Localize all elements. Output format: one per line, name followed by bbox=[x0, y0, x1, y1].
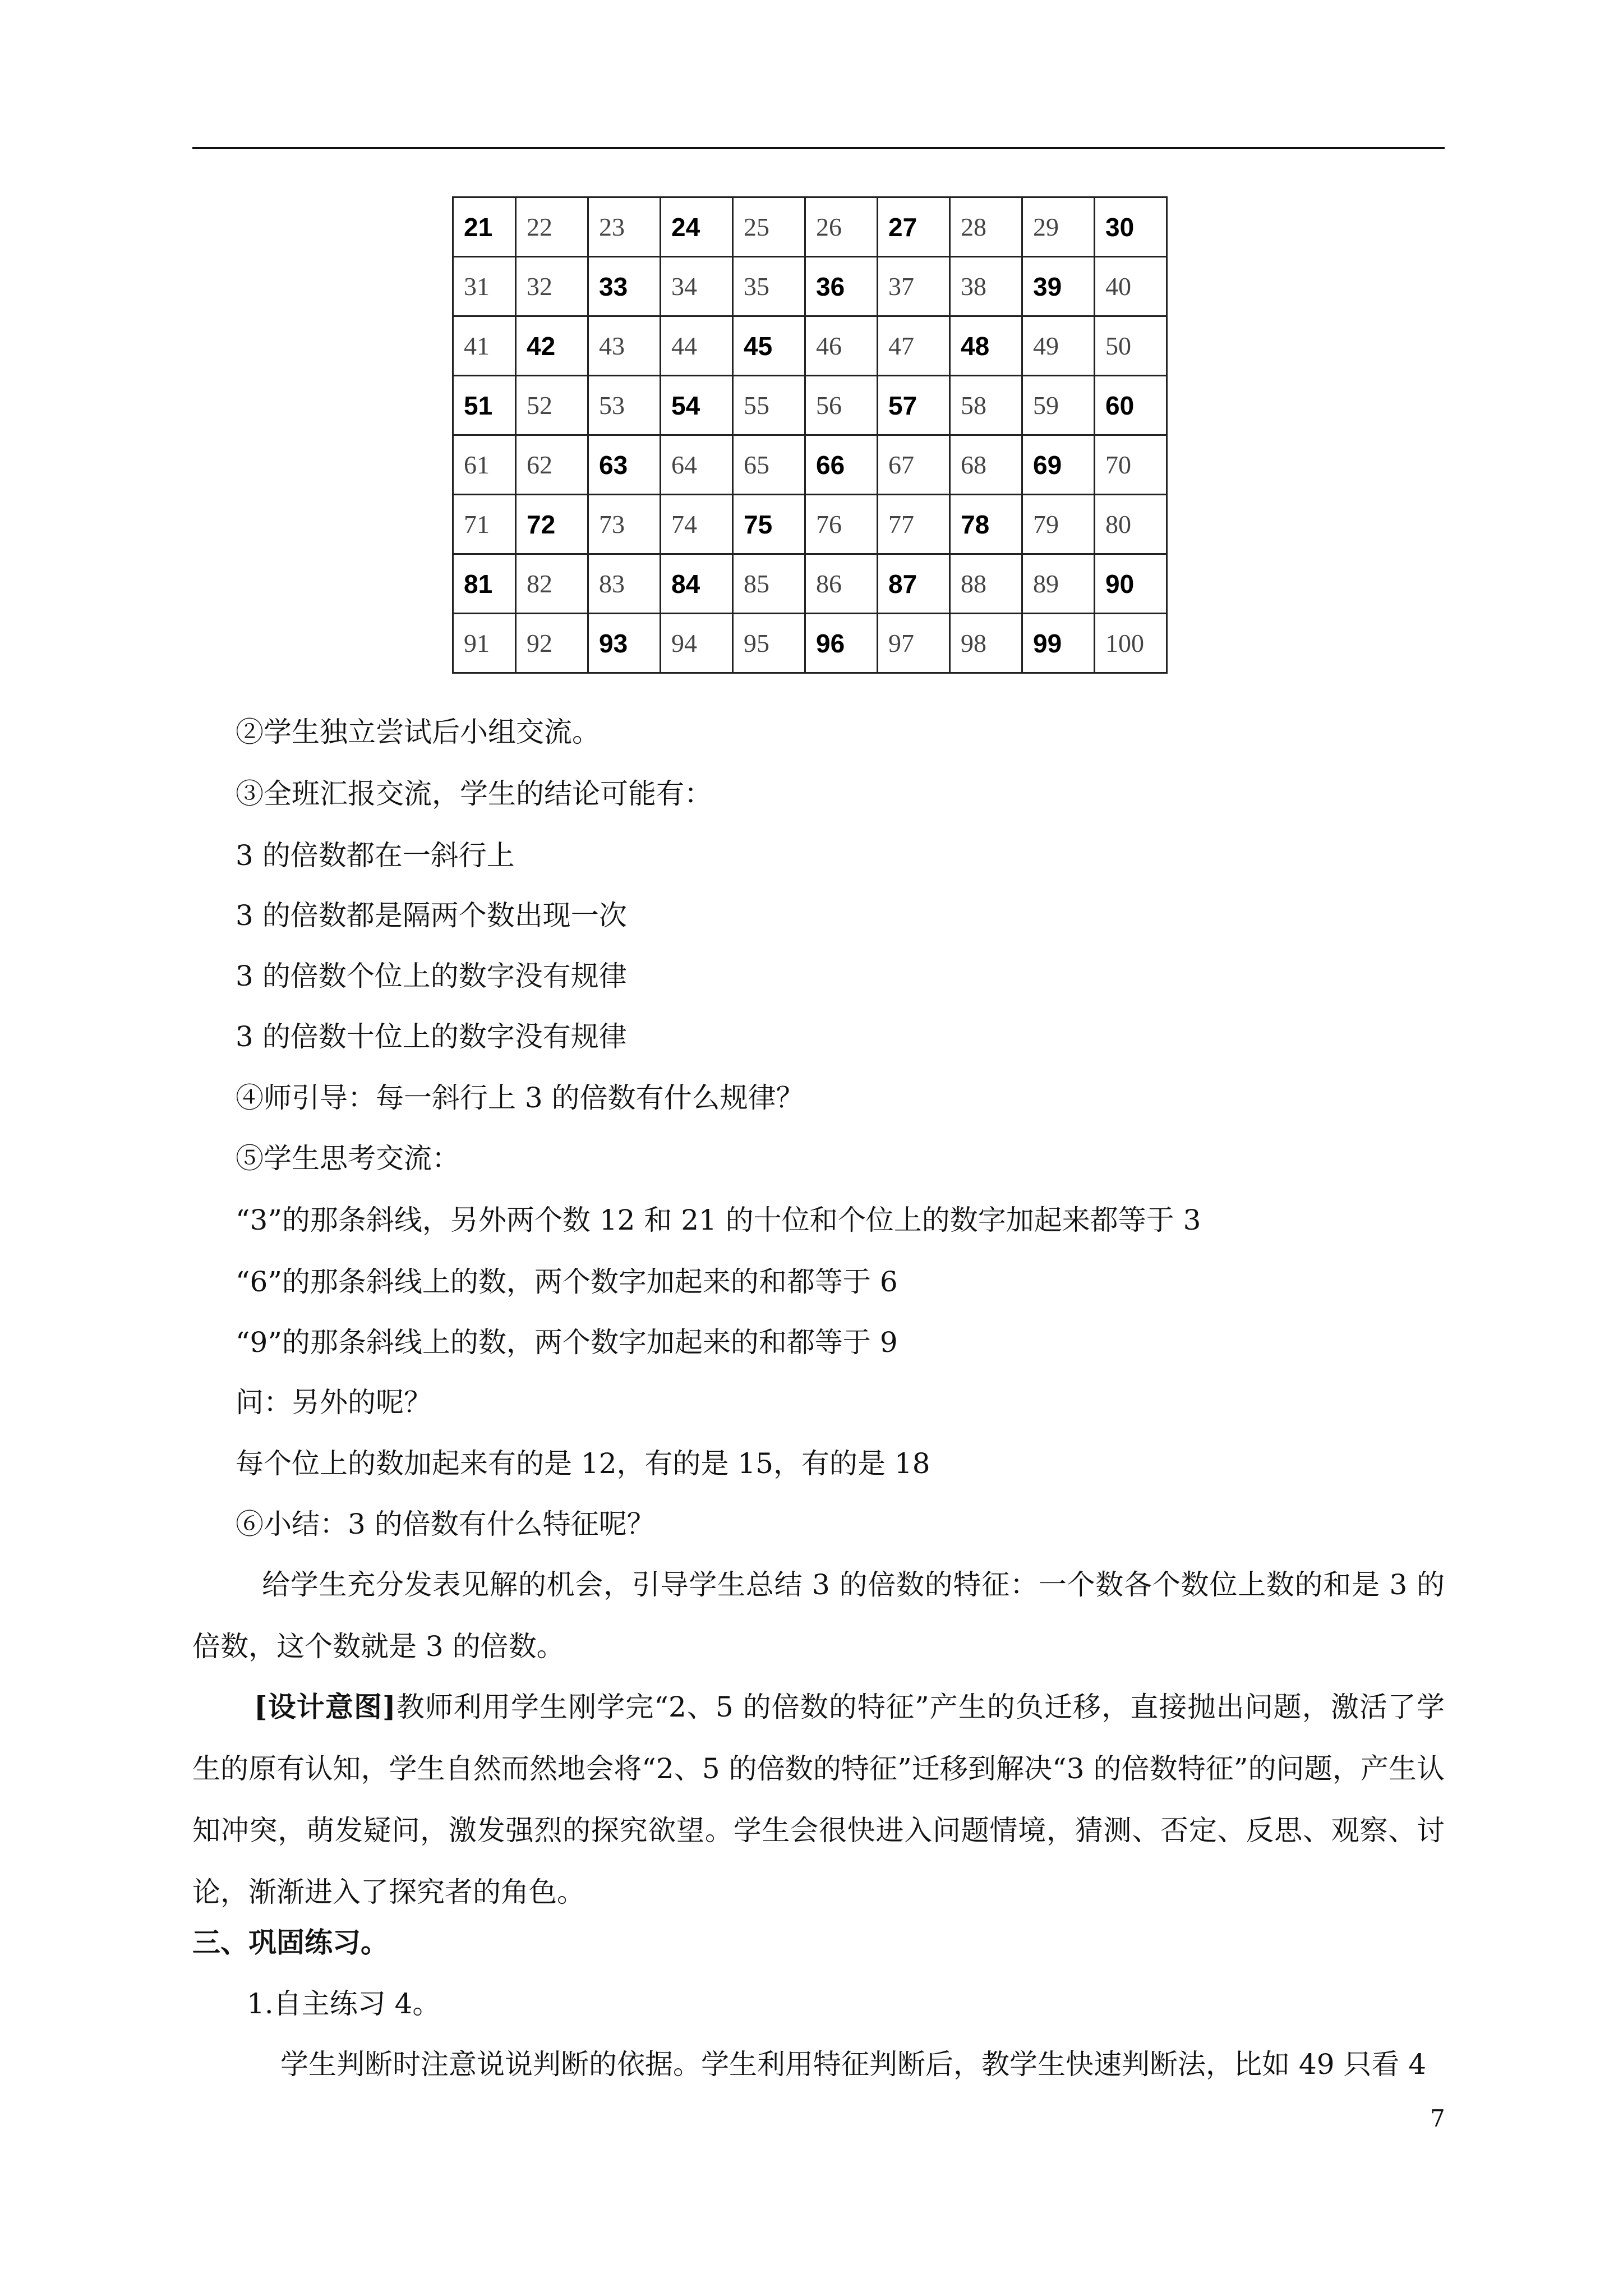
number-cell: 58 bbox=[950, 376, 1022, 435]
number-cell: 76 bbox=[805, 495, 878, 554]
number-cell: 98 bbox=[950, 614, 1022, 673]
multiple-of-3-cell: 60 bbox=[1095, 376, 1167, 435]
diagonal-6-note: “6”的那条斜线上的数，两个数字加起来的和都等于 6 bbox=[236, 1266, 898, 1298]
multiple-of-3-cell: 48 bbox=[950, 316, 1022, 376]
table-row bbox=[453, 376, 1167, 435]
exercise-item-1: 1.自主练习 4。 bbox=[247, 1987, 441, 2020]
number-cell: 68 bbox=[950, 435, 1022, 495]
multiple-of-3-cell: 81 bbox=[453, 554, 516, 614]
multiple-of-3-cell: 51 bbox=[453, 376, 516, 435]
multiple-of-3-cell: 39 bbox=[1022, 257, 1095, 316]
multiple-of-3-cell: 63 bbox=[588, 435, 661, 495]
multiple-of-3-cell: 27 bbox=[878, 197, 950, 257]
number-cell: 73 bbox=[588, 495, 661, 554]
multiple-of-3-cell: 99 bbox=[1022, 614, 1095, 673]
number-cell: 23 bbox=[588, 197, 661, 257]
table-row bbox=[453, 495, 1167, 554]
table-row bbox=[453, 554, 1167, 614]
number-cell: 95 bbox=[733, 614, 805, 673]
number-cell: 44 bbox=[661, 316, 733, 376]
multiple-of-3-cell: 24 bbox=[661, 197, 733, 257]
number-cell: 97 bbox=[878, 614, 950, 673]
multiple-of-3-cell: 93 bbox=[588, 614, 661, 673]
number-cell: 70 bbox=[1095, 435, 1167, 495]
multiple-of-3-cell: 96 bbox=[805, 614, 878, 673]
number-cell: 65 bbox=[733, 435, 805, 495]
number-cell: 56 bbox=[805, 376, 878, 435]
multiple-of-3-cell: 66 bbox=[805, 435, 878, 495]
number-cell: 52 bbox=[516, 376, 588, 435]
number-cell: 26 bbox=[805, 197, 878, 257]
number-cell: 79 bbox=[1022, 495, 1095, 554]
number-cell: 34 bbox=[661, 257, 733, 316]
number-cell: 50 bbox=[1095, 316, 1167, 376]
design-intent-text: 教师利用学生刚学完“2、5 的倍数的特征”产生的负迁移，直接抛出问题，激活了学生的原有认知，学生自然而然地会将“2、5 的倍数的特征”迁移到解决“3 的倍数特征”的问题，产生认知冲突，萌发疑问，激发强烈的探究欲望。学生会很快进入问题情境，猜测、否定、反思、观察、讨论，渐渐进入了探究者的角色。 bbox=[192, 1691, 1445, 1908]
exercise-text: 学生判断时注意说说判断的依据。学生利用特征判断后，教学生快速判断法，比如 49 只看 4 bbox=[280, 2048, 1427, 2081]
number-cell: 88 bbox=[950, 554, 1022, 614]
multiple-of-3-cell: 30 bbox=[1095, 197, 1167, 257]
number-cell: 80 bbox=[1095, 495, 1167, 554]
number-cell: 55 bbox=[733, 376, 805, 435]
header-rule bbox=[192, 147, 1445, 149]
number-cell: 25 bbox=[733, 197, 805, 257]
diagonal-3-note: “3”的那条斜线，另外两个数 12 和 21 的十位和个位上的数字加起来都等于 3 bbox=[236, 1204, 1201, 1236]
conclusion-2: 3 的倍数都是隔两个数出现一次 bbox=[236, 899, 627, 932]
multiple-of-3-cell: 54 bbox=[661, 376, 733, 435]
table-row bbox=[453, 197, 1167, 257]
number-cell: 86 bbox=[805, 554, 878, 614]
number-cell: 61 bbox=[453, 435, 516, 495]
design-intent-label: [设计意图] bbox=[254, 1690, 396, 1723]
multiple-of-3-cell: 87 bbox=[878, 554, 950, 614]
answer-others: 每个位上的数加起来有的是 12，有的是 15，有的是 18 bbox=[236, 1447, 930, 1480]
multiple-of-3-cell: 21 bbox=[453, 197, 516, 257]
number-cell: 29 bbox=[1022, 197, 1095, 257]
number-cell: 74 bbox=[661, 495, 733, 554]
number-cell: 40 bbox=[1095, 257, 1167, 316]
multiple-of-3-cell: 69 bbox=[1022, 435, 1095, 495]
multiple-of-3-cell: 45 bbox=[733, 316, 805, 376]
number-cell: 89 bbox=[1022, 554, 1095, 614]
summary-paragraph: 给学生充分发表见解的机会，引导学生总结 3 的倍数的特征：一个数各个数位上数的和是 3 的倍数，这个数就是 3 的倍数。 bbox=[192, 1568, 1445, 1663]
number-cell: 91 bbox=[453, 614, 516, 673]
number-cell: 32 bbox=[516, 257, 588, 316]
number-cell: 64 bbox=[661, 435, 733, 495]
number-cell: 77 bbox=[878, 495, 950, 554]
number-cell: 92 bbox=[516, 614, 588, 673]
step-2: ②学生独立尝试后小组交流。 bbox=[236, 716, 600, 748]
multiple-of-3-cell: 75 bbox=[733, 495, 805, 554]
table-row bbox=[453, 614, 1167, 673]
step-4: ④师引导：每一斜行上 3 的倍数有什么规律？ bbox=[236, 1082, 804, 1114]
number-cell: 43 bbox=[588, 316, 661, 376]
number-cell: 49 bbox=[1022, 316, 1095, 376]
number-cell: 37 bbox=[878, 257, 950, 316]
multiple-of-3-cell: 78 bbox=[950, 495, 1022, 554]
multiple-of-3-cell: 84 bbox=[661, 554, 733, 614]
step-3: ③全班汇报交流，学生的结论可能有： bbox=[236, 777, 712, 810]
number-cell: 62 bbox=[516, 435, 588, 495]
number-cell: 47 bbox=[878, 316, 950, 376]
page-number: 7 bbox=[1430, 2105, 1445, 2132]
multiple-of-3-cell: 33 bbox=[588, 257, 661, 316]
number-cell: 71 bbox=[453, 495, 516, 554]
number-cell: 85 bbox=[733, 554, 805, 614]
hundred-chart-table bbox=[452, 196, 1168, 674]
number-cell: 28 bbox=[950, 197, 1022, 257]
table-row bbox=[453, 435, 1167, 495]
number-cell: 35 bbox=[733, 257, 805, 316]
number-cell: 67 bbox=[878, 435, 950, 495]
number-cell: 100 bbox=[1095, 614, 1167, 673]
number-cell: 59 bbox=[1022, 376, 1095, 435]
number-cell: 38 bbox=[950, 257, 1022, 316]
step-6: ⑥小结：3 的倍数有什么特征呢？ bbox=[236, 1508, 655, 1540]
number-cell: 83 bbox=[588, 554, 661, 614]
multiple-of-3-cell: 90 bbox=[1095, 554, 1167, 614]
multiple-of-3-cell: 72 bbox=[516, 495, 588, 554]
number-cell: 53 bbox=[588, 376, 661, 435]
conclusion-4: 3 的倍数十位上的数字没有规律 bbox=[236, 1020, 627, 1053]
section-3-heading: 三、巩固练习。 bbox=[192, 1926, 389, 1959]
number-cell: 31 bbox=[453, 257, 516, 316]
table-row bbox=[453, 257, 1167, 316]
number-cell: 46 bbox=[805, 316, 878, 376]
question-others: 问：另外的呢？ bbox=[236, 1386, 432, 1419]
number-cell: 41 bbox=[453, 316, 516, 376]
design-intent-paragraph bbox=[192, 1676, 1445, 1923]
conclusion-1: 3 的倍数都在一斜行上 bbox=[236, 839, 515, 872]
number-cell: 82 bbox=[516, 554, 588, 614]
number-cell: 22 bbox=[516, 197, 588, 257]
conclusion-3: 3 的倍数个位上的数字没有规律 bbox=[236, 960, 627, 992]
diagonal-9-note: “9”的那条斜线上的数，两个数字加起来的和都等于 9 bbox=[236, 1326, 898, 1359]
step-5: ⑤学生思考交流： bbox=[236, 1142, 460, 1175]
table-row bbox=[453, 316, 1167, 376]
number-cell: 94 bbox=[661, 614, 733, 673]
multiple-of-3-cell: 42 bbox=[516, 316, 588, 376]
multiple-of-3-cell: 36 bbox=[805, 257, 878, 316]
multiple-of-3-cell: 57 bbox=[878, 376, 950, 435]
